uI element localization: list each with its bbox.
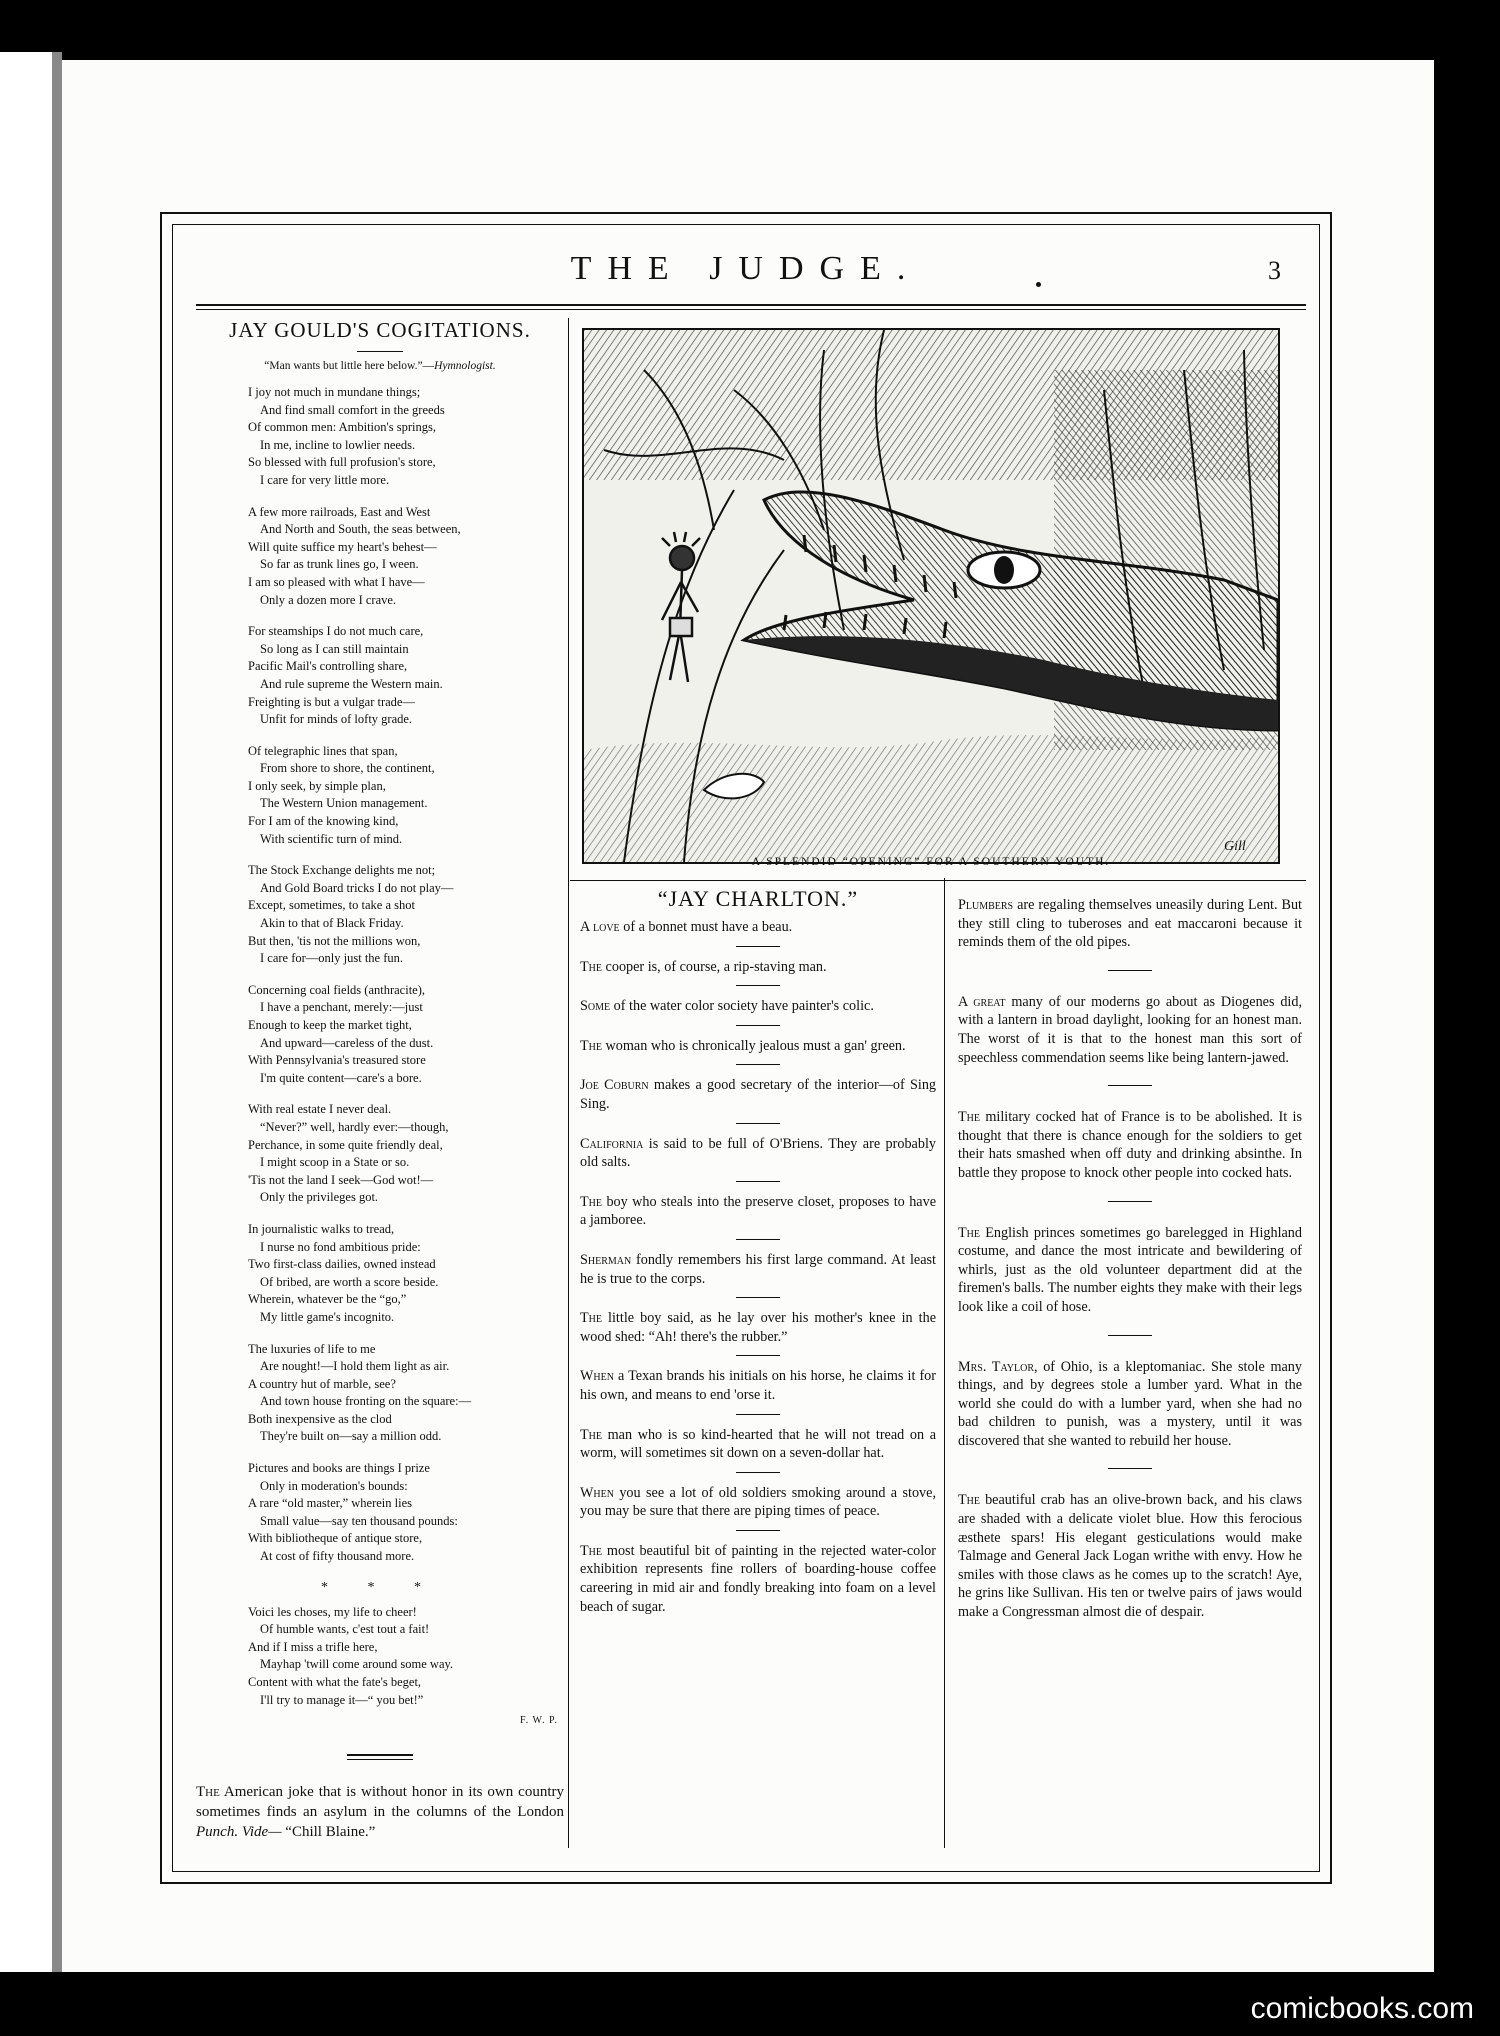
poem-line: Of common men: Ambition's springs,	[248, 420, 437, 435]
poem-line: With scientific turn of mind.	[260, 831, 403, 846]
jay-charlton-title: “JAY CHARLTON.”	[657, 886, 859, 911]
poem-line: Of telegraphic lines that span,	[248, 743, 398, 758]
charlton-item-lead: Some	[580, 998, 611, 1015]
right-item-text: beautiful crab has an olive-brown back, and his claws are shaded with a delicate violet blue. How this ferocious æsthete spars! His elegant gesticulations would make Talmage and General Jack Logan writhe with envy. How he smiles with those claws as he comes up to the scratch! Aye, he grins like Sullivan. His ten or twelve pairs of jaws would make a Congressman almost die of despair.	[958, 1492, 1302, 1621]
poem-final-stanza	[196, 1604, 564, 1710]
poem-line: And rule supreme the Western main.	[260, 676, 443, 691]
poem-stanza	[248, 982, 564, 1088]
right-item	[958, 993, 1302, 1067]
charlton-item-text: woman who is chronically jealous must a gan' green.	[602, 1037, 906, 1054]
right-item-text: military cocked hat of France is to be abolished. It is thought that there is chance enough for the soldiers to get their hats smashed when off duty and drinking absinthe. In battle they propose to knock other people into cocked hats.	[958, 1109, 1302, 1181]
poem-line: Voici les choses, my life to cheer!	[248, 1604, 417, 1619]
poem-line: Only the privileges got.	[260, 1190, 379, 1205]
poem-line: Will quite suffice my heart's behest—	[248, 539, 437, 554]
poem-title: JAY GOULD'S COGITATIONS.	[229, 318, 531, 342]
poem-line: I care for very little more.	[260, 472, 390, 487]
poem-line: In journalistic walks to tread,	[248, 1221, 395, 1236]
poem-stanza	[248, 504, 564, 610]
poem-stanza	[248, 862, 564, 968]
poem-line: For I am of the knowing kind,	[248, 814, 399, 829]
poem-line: Small value—say ten thousand pounds:	[260, 1513, 458, 1528]
poem-line: I am so pleased with what I have—	[248, 574, 425, 589]
masthead-title: THE JUDGE.	[570, 250, 922, 287]
charlton-item-text: boy who steals into the preserve closet, proposes to have a jamboree.	[580, 1193, 936, 1229]
item-separator	[1108, 1201, 1152, 1202]
charlton-item-text: cooper is, of course, a rip-staving man.	[602, 958, 827, 975]
poem-line: Only in moderation's bounds:	[260, 1478, 408, 1493]
charlton-item-text: of a bonnet must have a beau.	[619, 919, 793, 935]
poem-line: Are nought!—I hold them light as air.	[260, 1359, 450, 1374]
item-separator	[1108, 1085, 1152, 1086]
poem-line: I only seek, by simple plan,	[248, 778, 386, 793]
poem-line: So long as I can still maintain	[260, 641, 409, 656]
poem-line: Freighting is but a vulgar trade—	[248, 694, 415, 709]
poem-stars: * * *	[321, 1579, 439, 1595]
charlton-item-text: a Texan brands his initials on his horse, he claims it for his own, and means to end 'orse it.	[580, 1368, 936, 1403]
masthead-rule-bottom	[196, 309, 1306, 310]
poem-title-rule	[357, 351, 403, 352]
epigraph-quote: “Man wants but little here below.”—	[264, 360, 435, 372]
charlton-item	[580, 1076, 936, 1113]
right-item-text: are regaling themselves uneasily during Lent. But they still cling to tuberoses and eat maccaroni because it reminds them of the old pipes.	[958, 897, 1302, 951]
joke-punch: Punch.	[196, 1824, 239, 1841]
charlton-item	[580, 958, 936, 977]
charlton-item-text: man who is so kind-hearted that he will not tread on a worm, will sometimes sit down on a seven-dollar hat.	[580, 1426, 936, 1462]
item-separator	[736, 1239, 780, 1240]
swamp-ground	[584, 735, 1278, 862]
page-number: 3	[1268, 256, 1281, 285]
poem-line: Of bribed, are worth a score beside.	[260, 1274, 439, 1289]
masthead-rule-top	[196, 304, 1306, 306]
charlton-item-lead: Joe Coburn	[580, 1077, 649, 1094]
item-separator	[736, 1530, 780, 1531]
jay-charlton-column	[580, 886, 936, 1616]
right-item-text: English princes sometimes go barelegged in Highland costume, and dance the most intricate and bewildering of whirls, just as the old volunteer department did at the firemen's balls. The number eights they make with their legs look like a coil of hose.	[958, 1224, 1302, 1315]
charlton-item	[580, 1542, 936, 1616]
poem-line: The luxuries of life to me	[248, 1341, 376, 1356]
poem-line: I'll try to manage it—“ you bet!”	[260, 1692, 424, 1707]
item-separator	[736, 1355, 780, 1356]
charlton-item	[580, 1251, 936, 1288]
poem-line: And find small comfort in the greeds	[260, 402, 445, 417]
charlton-item-lead: When	[580, 1368, 614, 1385]
poem-line: I nurse no fond ambitious pride:	[260, 1239, 421, 1254]
charlton-item	[580, 1037, 936, 1056]
poem-stanza	[248, 1101, 564, 1207]
poem-stanza	[248, 384, 564, 490]
right-column-items	[958, 896, 1302, 1622]
charlton-item	[580, 997, 936, 1016]
charlton-item-text: fondly remembers his first large command. At least he is true to the corps.	[580, 1251, 936, 1287]
poem-line: Content with what the fate's beget,	[248, 1675, 422, 1689]
charlton-item-lead: California	[580, 1135, 644, 1152]
poem-line: Except, sometimes, to take a shot	[248, 898, 415, 913]
poem-line: From shore to shore, the continent,	[260, 761, 435, 776]
charlton-item-lead: The	[580, 1310, 602, 1327]
charlton-item	[580, 1193, 936, 1230]
right-item	[958, 896, 1302, 952]
charlton-item-lead: The	[580, 1542, 602, 1559]
artist-signature: Gill	[1224, 839, 1246, 854]
right-item-text: , of Ohio, is a kleptomaniac. She stole many things, and by degrees stole a lumber yard. What in the world she could do with a lumber yard, when she had no bad children to punish, was a mystery, until it was discovered that she wanted to rebuild her house.	[958, 1358, 1302, 1449]
illustration-caption: A SPLENDID “OPENING” FOR A SOUTHERN YOUTH.	[751, 856, 1111, 868]
poem-signature: F. W. P.	[519, 1715, 558, 1727]
poem-line: Two first-class dailies, owned instead	[248, 1257, 436, 1272]
poem-line: I have a penchant, merely:—just	[260, 1000, 423, 1015]
item-separator	[736, 1181, 780, 1182]
right-item-lead: The	[958, 1492, 980, 1509]
poem-line: At cost of fifty thousand more.	[260, 1549, 415, 1564]
right-item-lead: Plumbers	[958, 897, 1014, 913]
item-separator	[736, 1025, 780, 1026]
item-separator	[736, 946, 780, 947]
column-divider-left	[568, 318, 569, 1848]
charlton-item-lead: The	[580, 1037, 602, 1054]
poem-line: With Pennsylvania's treasured store	[248, 1053, 426, 1068]
joke-end: “Chill Blaine.”	[281, 1824, 376, 1841]
charlton-item-lead: Sherman	[580, 1251, 632, 1268]
right-item-lead: The	[958, 1109, 980, 1126]
poem-stanza	[248, 1460, 564, 1566]
poem-line: Wherein, whatever be the “go,”	[248, 1292, 407, 1307]
right-item	[958, 1108, 1302, 1182]
site-watermark: comicbooks.com	[1250, 1992, 1474, 2025]
poem-line: Concerning coal fields (anthracite),	[248, 982, 426, 997]
poem-epigraph	[196, 360, 564, 372]
print-speck	[1036, 282, 1041, 287]
poem-line: The Stock Exchange delights me not;	[248, 863, 436, 878]
poem-line: “Never?” well, hardly ever:—though,	[260, 1119, 449, 1134]
charlton-item	[580, 1426, 936, 1463]
item-separator	[1108, 1335, 1152, 1336]
poem-line: And if I miss a trifle here,	[248, 1639, 378, 1654]
charlton-item-lead: When	[580, 1484, 614, 1501]
joke-text: American joke that is without honor in its own country sometimes finds an asylum in the columns of the London	[196, 1784, 564, 1821]
right-item-lead: The	[958, 1224, 980, 1241]
right-column	[958, 896, 1302, 1622]
charlton-item-lead: The	[580, 1426, 602, 1443]
poem-line: And North and South, the seas between,	[260, 522, 461, 537]
poem-stanza	[248, 743, 564, 849]
illustration-svg	[584, 330, 1278, 862]
poem-line: Both inexpensive as the clod	[248, 1411, 392, 1426]
poem-line: I'm quite content—care's a bore.	[260, 1070, 422, 1085]
poem-line: The Western Union management.	[260, 796, 428, 811]
right-item	[958, 1358, 1302, 1451]
poem-stanza	[248, 623, 564, 729]
poem-line: I might scoop in a State or so.	[260, 1155, 410, 1170]
poem-line: Unfit for minds of lofty grade.	[260, 712, 413, 727]
charlton-item-text: you see a lot of old soldiers smoking around a stove, you may be sure that there are piping times of peace.	[580, 1484, 936, 1520]
charlton-item-lead: The	[580, 958, 602, 975]
poem-line: So blessed with full profusion's store,	[248, 455, 436, 470]
poem-line: A country hut of marble, see?	[248, 1376, 396, 1391]
poem-line: Pictures and books are things I prize	[248, 1461, 430, 1476]
right-item-lead: Mrs. Taylor	[958, 1358, 1034, 1375]
poem-line: So far as trunk lines go, I ween.	[260, 557, 419, 572]
jay-charlton-items	[580, 918, 936, 1616]
item-separator	[736, 1472, 780, 1473]
poem-line: A rare “old master,” wherein lies	[248, 1496, 413, 1511]
epigraph-source: Hymnologist.	[434, 360, 496, 372]
charlton-item	[580, 1367, 936, 1404]
charlton-item-text: is said to be full of O'Briens. They are probably old salts.	[580, 1135, 936, 1171]
item-separator	[736, 985, 780, 986]
poem-line: My little game's incognito.	[260, 1309, 395, 1324]
poem-line: Pacific Mail's controlling share,	[248, 659, 408, 674]
item-separator	[736, 1297, 780, 1298]
charlton-item	[580, 1135, 936, 1172]
charlton-item	[580, 1309, 936, 1346]
joke-vide: Vide—	[238, 1824, 282, 1841]
poem-line: And upward—careless of the dust.	[260, 1035, 434, 1050]
joke-lead: The	[196, 1784, 220, 1801]
charlton-item-text: most beautiful bit of painting in the rejected water-color exhibition represents fine rollers of boarding-house coffee careering in mid air and fondly breaking into foam on a level beach of sugar.	[580, 1542, 936, 1615]
page-gutter-edge	[52, 52, 62, 1972]
poem-line: And town house fronting on the square:—	[260, 1394, 472, 1409]
poem-line: 'Tis not the land I seek—God wot!—	[248, 1172, 434, 1187]
section-double-rule	[347, 1754, 413, 1760]
item-separator	[1108, 970, 1152, 971]
poem-line: They're built on—say a million odd.	[260, 1429, 442, 1444]
column-divider-right	[944, 878, 945, 1848]
poem-line: Perchance, in some quite friendly deal,	[248, 1137, 443, 1152]
poem-line: With real estate I never deal.	[248, 1102, 392, 1117]
alligator-illustration	[582, 328, 1280, 864]
poem-line: In me, incline to lowlier needs.	[260, 437, 416, 452]
item-separator	[736, 1123, 780, 1124]
poem-line: Akin to that of Black Friday.	[260, 916, 404, 931]
right-item	[958, 1491, 1302, 1621]
american-joke-paragraph	[196, 1782, 564, 1842]
poem-stanza	[248, 1221, 564, 1327]
charlton-item-text: makes a good secretary of the interior—of Sing Sing.	[580, 1077, 937, 1112]
poem-line: Only a dozen more I crave.	[260, 592, 397, 607]
poem-line: And Gold Board tricks I do not play—	[260, 880, 454, 895]
poem-line: I joy not much in mundane things;	[248, 385, 421, 399]
adjacent-page-sliver	[0, 52, 52, 1972]
right-item-text: many of our moderns go about as Diogenes did, with a lantern in broad daylight, looking for an honest man. The worst of it is that to the honest man this sort of speechless commendation seems like being lantern-jawed.	[958, 993, 1302, 1066]
poem-line: But then, 'tis not the millions won,	[248, 933, 421, 948]
item-separator	[736, 1064, 780, 1065]
poem-column	[196, 318, 564, 1842]
poem-stanzas	[196, 384, 564, 1566]
item-separator	[736, 1414, 780, 1415]
right-item-lead: A great	[958, 993, 1006, 1010]
poem-stanza	[248, 1341, 564, 1447]
poem-line: Enough to keep the market tight,	[248, 1018, 412, 1032]
right-item	[958, 1224, 1302, 1317]
poem-line: A few more railroads, East and West	[248, 504, 431, 519]
charlton-item-text: little boy said, as he lay over his mother's knee in the wood shed: “Ah! there's the rubber.”	[580, 1310, 936, 1345]
illustration-rule	[570, 880, 1306, 881]
poem-stanza	[248, 1604, 564, 1710]
poem-line: For steamships I do not much care,	[248, 624, 424, 639]
poem-line: Mayhap 'twill come around some way.	[260, 1657, 454, 1672]
charlton-item	[580, 1484, 936, 1521]
charlton-item	[580, 918, 936, 937]
charlton-item-text: of the water color society have painter's colic.	[610, 998, 874, 1015]
item-separator	[1108, 1468, 1152, 1469]
charlton-item-lead: A love	[580, 919, 620, 935]
charlton-item-lead: The	[580, 1193, 602, 1210]
poem-line: I care for—only just the fun.	[260, 951, 404, 966]
poem-line: Of humble wants, c'est tout a fait!	[260, 1622, 430, 1637]
poem-line: With bibliotheque of antique store,	[248, 1531, 423, 1546]
